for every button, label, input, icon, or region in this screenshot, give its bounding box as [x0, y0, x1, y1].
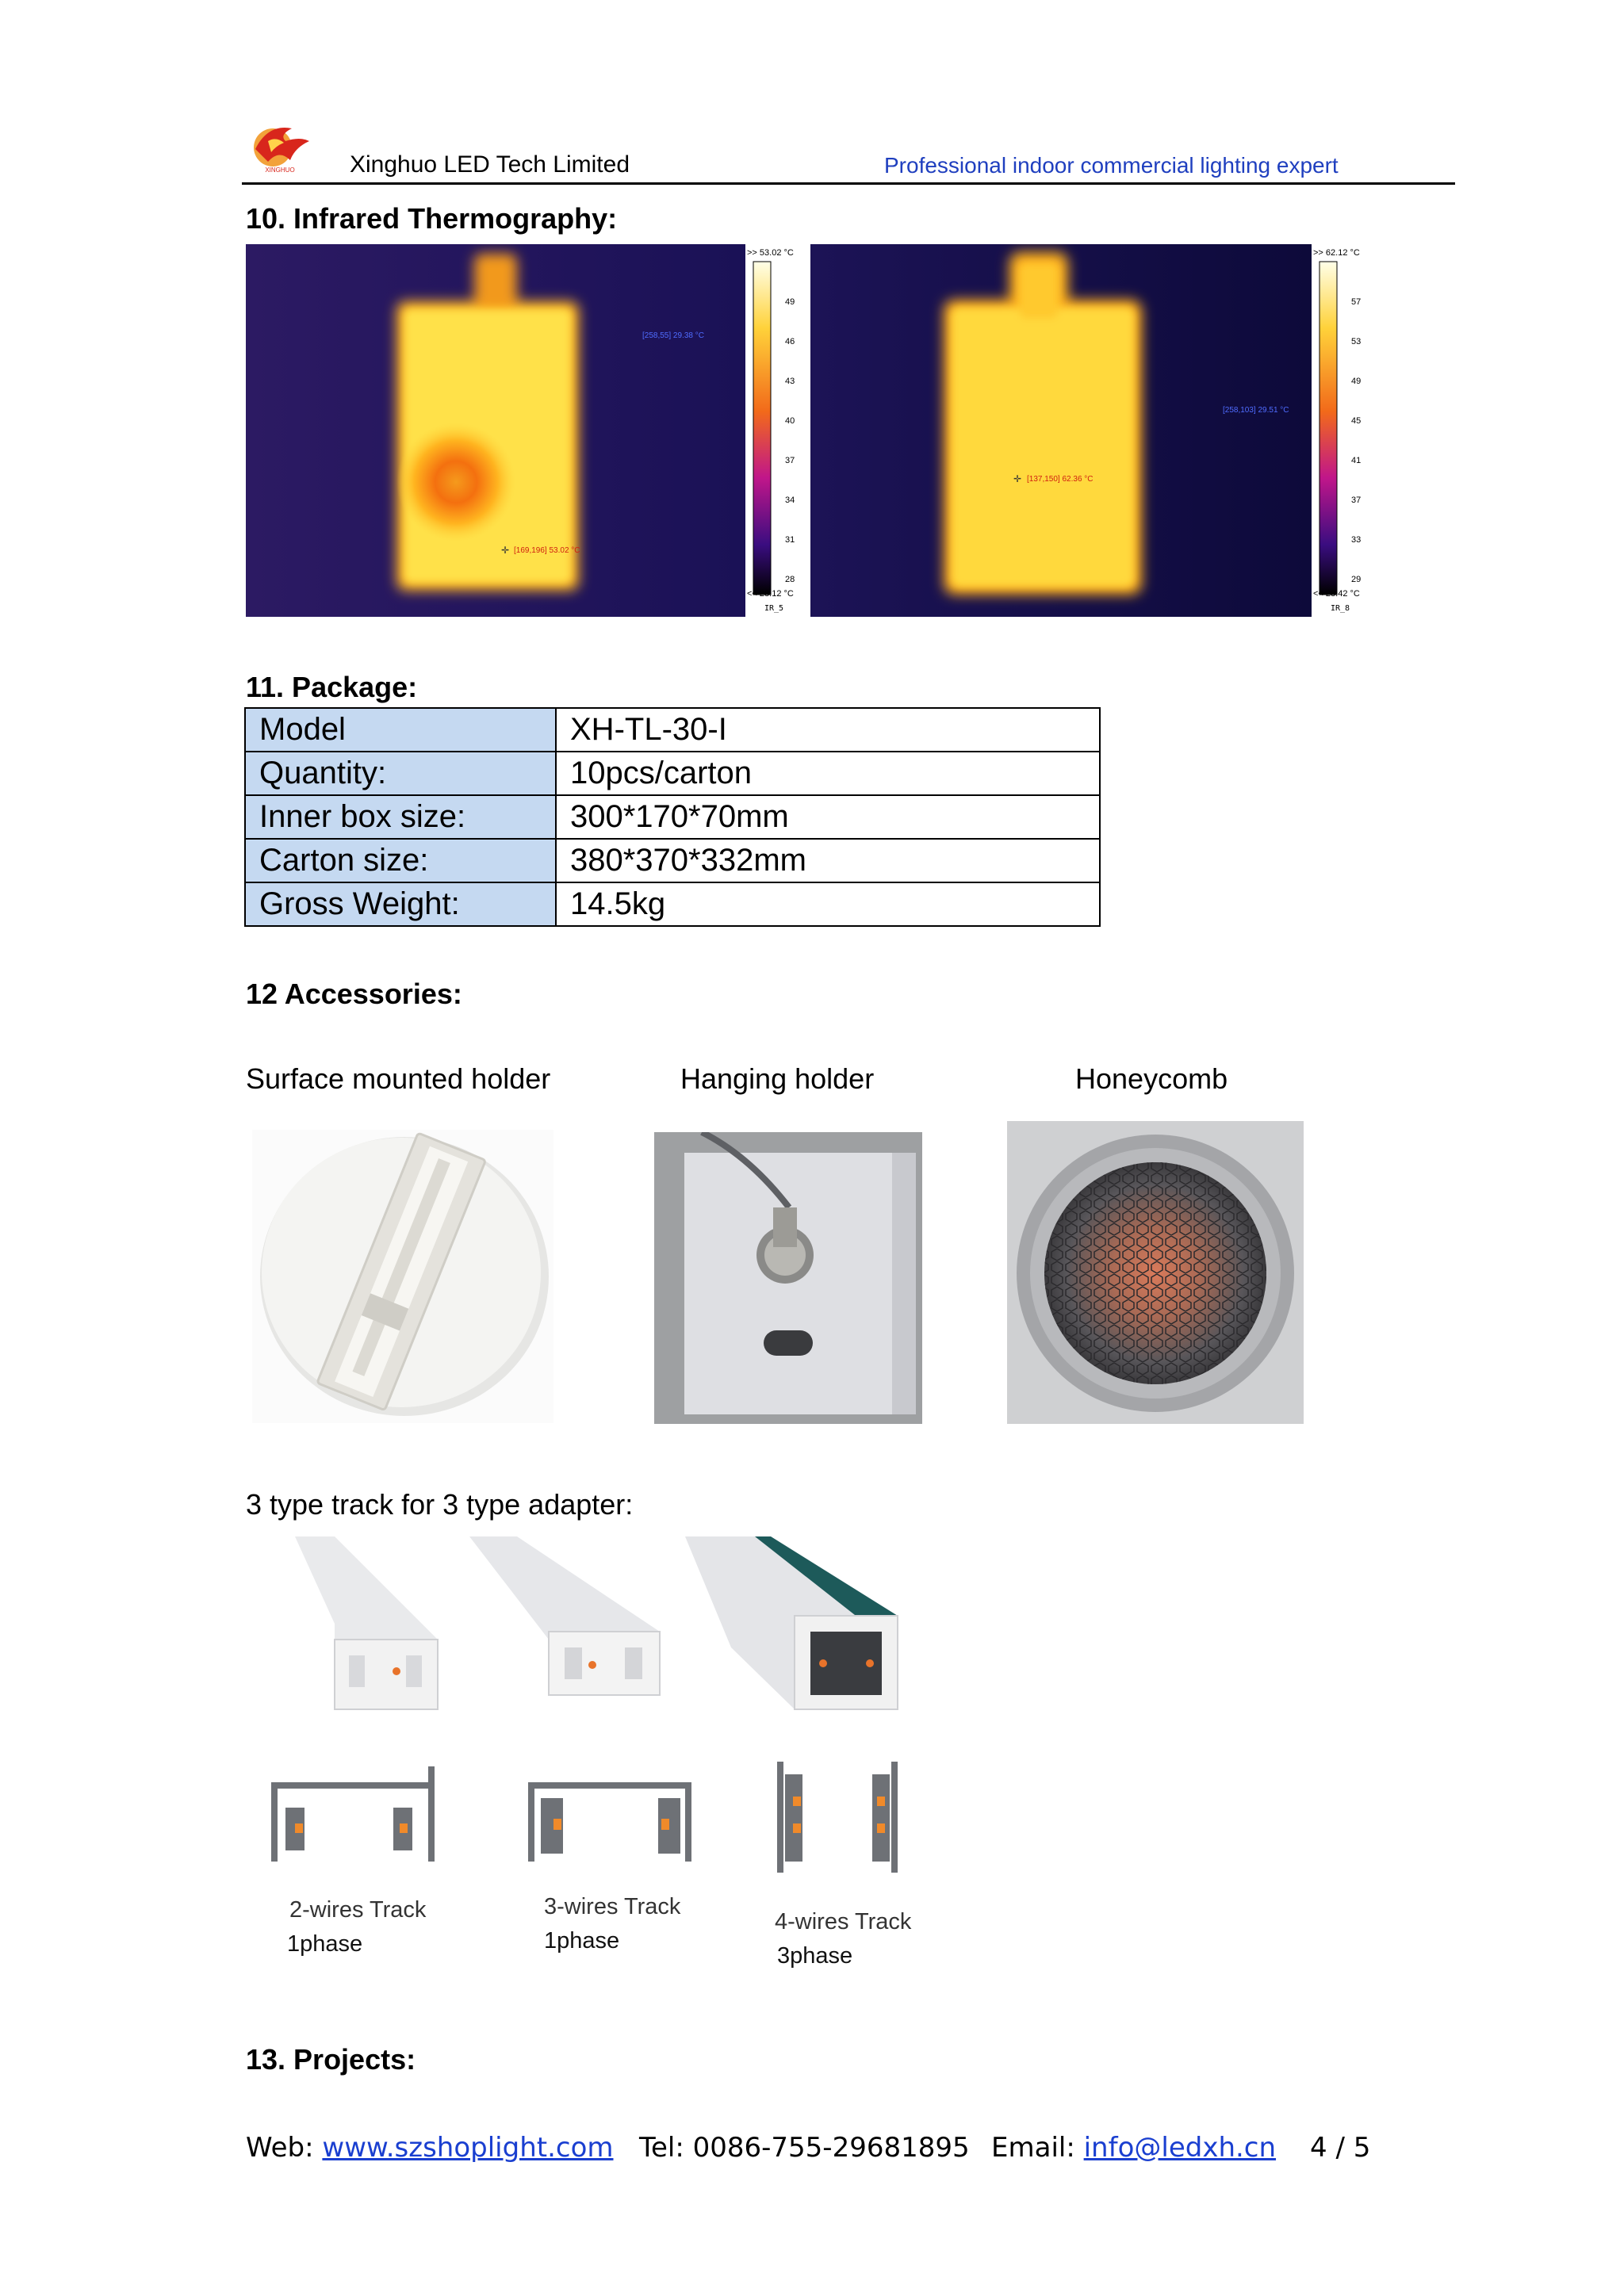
svg-text:✛: ✛	[501, 545, 510, 556]
thermo-right-scale-7: 29	[1351, 575, 1362, 584]
package-key: Model	[245, 708, 556, 752]
thermo-right-hot-point: [137,150] 62.36 °C	[1027, 475, 1094, 484]
thermo-right-scale-5: 37	[1351, 496, 1362, 505]
section-heading-accessories: 12 Accessories:	[246, 978, 462, 1010]
thermo-left-scale-1: 46	[785, 337, 795, 346]
thermo-right-min: << 28.42 °C	[1313, 589, 1360, 599]
hanging-holder-image	[654, 1132, 922, 1424]
thermo-right-scale-6: 33	[1351, 535, 1362, 545]
track-phase-3-wires: 1phase	[544, 1928, 620, 1954]
section-heading-package: 11. Package:	[246, 671, 418, 703]
footer-web-label: Web:	[246, 2132, 314, 2164]
company-name: Xinghuo LED Tech Limited	[350, 151, 630, 178]
package-value: 14.5kg	[556, 882, 1100, 926]
package-key: Quantity:	[245, 752, 556, 795]
package-value: 380*370*332mm	[556, 839, 1100, 882]
thermo-left-bg-point: [258,55] 29.38 °C	[642, 331, 704, 340]
thermo-left-hot-point: [169,196] 53.02 °C	[514, 546, 580, 555]
thermo-left-min: << 28.12 °C	[747, 589, 794, 599]
track-cross-sections	[270, 1758, 904, 1877]
accessory-label-honeycomb: Honeycomb	[1075, 1062, 1228, 1095]
accessory-label-hanging-holder: Hanging holder	[680, 1062, 875, 1095]
thermo-left-scale-6: 31	[785, 535, 795, 545]
footer-email	[991, 2132, 1276, 2164]
package-key: Carton size:	[245, 839, 556, 882]
thermo-left-max: >> 53.02 °C	[747, 248, 794, 258]
package-value: 300*170*70mm	[556, 795, 1100, 839]
thermo-left-scale-3: 40	[785, 416, 795, 426]
package-value: 10pcs/carton	[556, 752, 1100, 795]
logo-text: XINGHUO	[265, 166, 295, 174]
package-key: Gross Weight:	[245, 882, 556, 926]
track-phase-4-wires: 3phase	[777, 1943, 853, 1969]
track-name-3-wires: 3-wires Track	[544, 1894, 681, 1919]
company-logo	[244, 117, 316, 174]
thermo-left-scale-4: 37	[785, 456, 795, 465]
section-heading-projects: 13. Projects:	[246, 2043, 416, 2076]
thermo-right-file: IR_8	[1331, 604, 1350, 613]
table-row	[245, 708, 1100, 752]
thermo-left-scale-5: 34	[785, 496, 795, 505]
table-row	[245, 882, 1100, 926]
track-title: 3 type track for 3 type adapter:	[246, 1488, 634, 1521]
infrared-thermography-images	[246, 244, 1381, 617]
table-row	[245, 839, 1100, 882]
thermo-right-scale-0: 57	[1351, 297, 1362, 307]
footer-web	[246, 2132, 614, 2164]
thermo-right-scale-4: 41	[1351, 456, 1362, 465]
page-number: 4 / 5	[1310, 2132, 1371, 2164]
track-name-2-wires: 2-wires Track	[289, 1897, 427, 1923]
package-table	[244, 707, 1101, 927]
footer-tel: Tel: 0086-755-29681895	[639, 2132, 970, 2164]
track-name-4-wires: 4-wires Track	[775, 1909, 912, 1934]
accessory-label-surface-holder: Surface mounted holder	[246, 1062, 551, 1095]
thermo-right-scale-1: 53	[1351, 337, 1362, 346]
section-heading-thermography: 10. Infrared Thermography:	[246, 202, 618, 235]
surface-mounted-holder-image	[252, 1130, 553, 1423]
thermo-left-scale-0: 49	[785, 297, 795, 307]
track-photos	[279, 1536, 914, 1717]
thermo-right-scale-2: 49	[1351, 377, 1362, 386]
thermo-left-scale-7: 28	[785, 575, 795, 584]
thermo-right-max: >> 62.12 °C	[1313, 248, 1360, 258]
header-tagline: Professional indoor commercial lighting expert	[884, 153, 1339, 178]
footer-email-link[interactable]: info@ledxh.cn	[1083, 2132, 1277, 2164]
table-row	[245, 795, 1100, 839]
honeycomb-image	[1007, 1121, 1304, 1424]
footer-email-label: Email:	[991, 2132, 1075, 2164]
thermo-left-scale-2: 43	[785, 377, 795, 386]
thermo-right-scale-3: 45	[1351, 416, 1362, 426]
svg-text:✛: ✛	[1013, 473, 1022, 484]
thermo-left-file: IR_5	[764, 604, 784, 613]
table-row	[245, 752, 1100, 795]
package-value: XH-TL-30-I	[556, 708, 1100, 752]
thermo-right-bg-point: [258,103] 29.51 °C	[1223, 406, 1289, 415]
footer-web-link[interactable]: www.szshoplight.com	[322, 2132, 614, 2164]
header-divider	[242, 182, 1455, 185]
package-key: Inner box size:	[245, 795, 556, 839]
track-phase-2-wires: 1phase	[287, 1931, 363, 1957]
